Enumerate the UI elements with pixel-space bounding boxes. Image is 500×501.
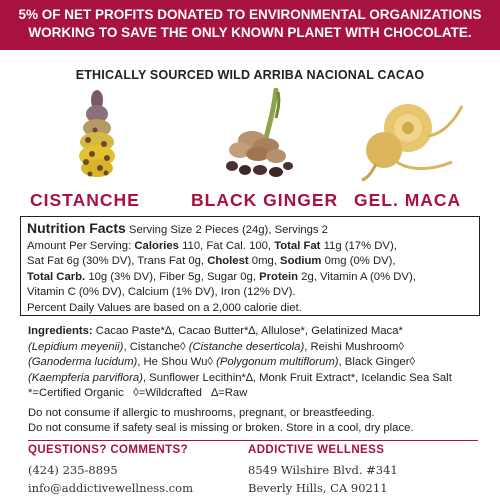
cholest-label: Cholest [207, 255, 249, 268]
ingredients-latin-cistanche: (Cistanche deserticola) [188, 340, 305, 353]
carb-value: 10g (3% DV), Fiber 5g, Sugar 0g, [88, 270, 256, 283]
phone-number: (424) 235-8895 [28, 463, 118, 477]
calories-label: Calories [134, 239, 179, 252]
address-line-2: Beverly Hills, CA 90211 [248, 481, 388, 495]
company-heading: ADDICTIVE WELLNESS [248, 444, 385, 456]
black-ginger-label: BLACK GINGER [191, 190, 339, 210]
storage-warning: Do not consume if safety seal is missing or broken. Store in a cool, dry place. [28, 422, 414, 434]
nutrition-row-2 [27, 254, 473, 270]
serving-info: Serving Size 2 Pieces (24g), Servings 2 [128, 224, 328, 236]
ingredients-part-2: , Cistanche◊ [123, 340, 186, 353]
ingredients-part-2b: , Reishi Mushroom◊ [304, 340, 404, 353]
protein-value: 2g, Vitamin A (0% DV), [301, 270, 416, 283]
nutrition-row-3 [27, 270, 473, 286]
ingredients-latin-heshouwu: (Polygonum multiflorum) [216, 356, 339, 369]
ingredients-part-3: , He Shou Wu◊ [137, 356, 213, 369]
allergy-warning: Do not consume if allergic to mushrooms, pregnant, or breastfeeding. [28, 407, 375, 419]
nutrition-header-row [27, 221, 473, 239]
maca-label: GEL. MACA [354, 190, 462, 210]
cistanche-label: CISTANCHE [30, 190, 140, 210]
black-ginger-image [218, 88, 298, 182]
email-address: info@addictivewellness.com [28, 481, 194, 495]
contact-divider [28, 440, 478, 441]
cholest-value: 0mg, [251, 255, 277, 268]
protein-label: Protein [259, 270, 299, 283]
ingredients-latin-reishi: (Ganoderma lucidum) [28, 356, 138, 369]
total-fat-value: 11g (17% DV), [323, 239, 397, 252]
banner-line-2: WORKING TO SAVE THE ONLY KNOWN PLANET WITH CHOCOLATE. [28, 25, 472, 40]
sodium-label: Sodium [280, 255, 322, 268]
ingredients-list [28, 324, 478, 402]
cistanche-image [62, 86, 132, 186]
ingredients-part-1: Cacao Paste*∆, Cacao Butter*∆, Allulose*, Gelatinized Maca* [95, 325, 403, 337]
ingredients-label: Ingredients: [28, 325, 93, 337]
questions-heading: QUESTIONS? COMMENTS? [28, 444, 189, 456]
nutrition-row-4: Vitamin C (0% DV), Calcium (1% DV), Iron (12% DV). [27, 286, 296, 299]
ingredients-latin-maca: (Lepidium meyenii) [28, 340, 124, 353]
nutrition-footnote: Percent Daily Values are based on a 2,000 calorie diet. [27, 301, 302, 314]
ingredients-part-3b: , Black Ginger◊ [338, 356, 416, 369]
calories-value: 110, Fat Cal. 100, [182, 239, 272, 252]
maca-image [358, 98, 468, 184]
nutrition-row-1 [27, 239, 473, 255]
nutrition-title: Nutrition Facts [27, 220, 126, 236]
ingredients-part-4: , Sunflower Lecithin*∆, Monk Fruit Extract*, Icelandic Sea Salt [142, 371, 452, 384]
banner-line-1: 5% OF NET PROFITS DONATED TO ENVIRONMENTAL ORGANIZATIONS [18, 7, 482, 22]
total-fat-label: Total Fat [274, 239, 321, 252]
ingredients-legend: *=Certified Organic ◊=Wildcrafted ∆=Raw [28, 387, 248, 400]
cacao-subtitle: ETHICALLY SOURCED WILD ARRIBA NACIONAL CACAO [75, 68, 425, 82]
per-serving-label: Amount Per Serving: [27, 239, 132, 252]
nutrition-facts-box [20, 216, 480, 316]
sat-trans-fat: Sat Fat 6g (30% DV), Trans Fat 0g, [27, 255, 205, 268]
ingredients-latin-ginger: (Kaempferia parviflora) [28, 371, 143, 384]
address-line-1: 8549 Wilshire Blvd. #341 [248, 463, 398, 477]
donation-banner [0, 0, 500, 50]
carb-label: Total Carb. [27, 270, 86, 283]
sodium-value: 0mg (0% DV), [324, 255, 396, 268]
